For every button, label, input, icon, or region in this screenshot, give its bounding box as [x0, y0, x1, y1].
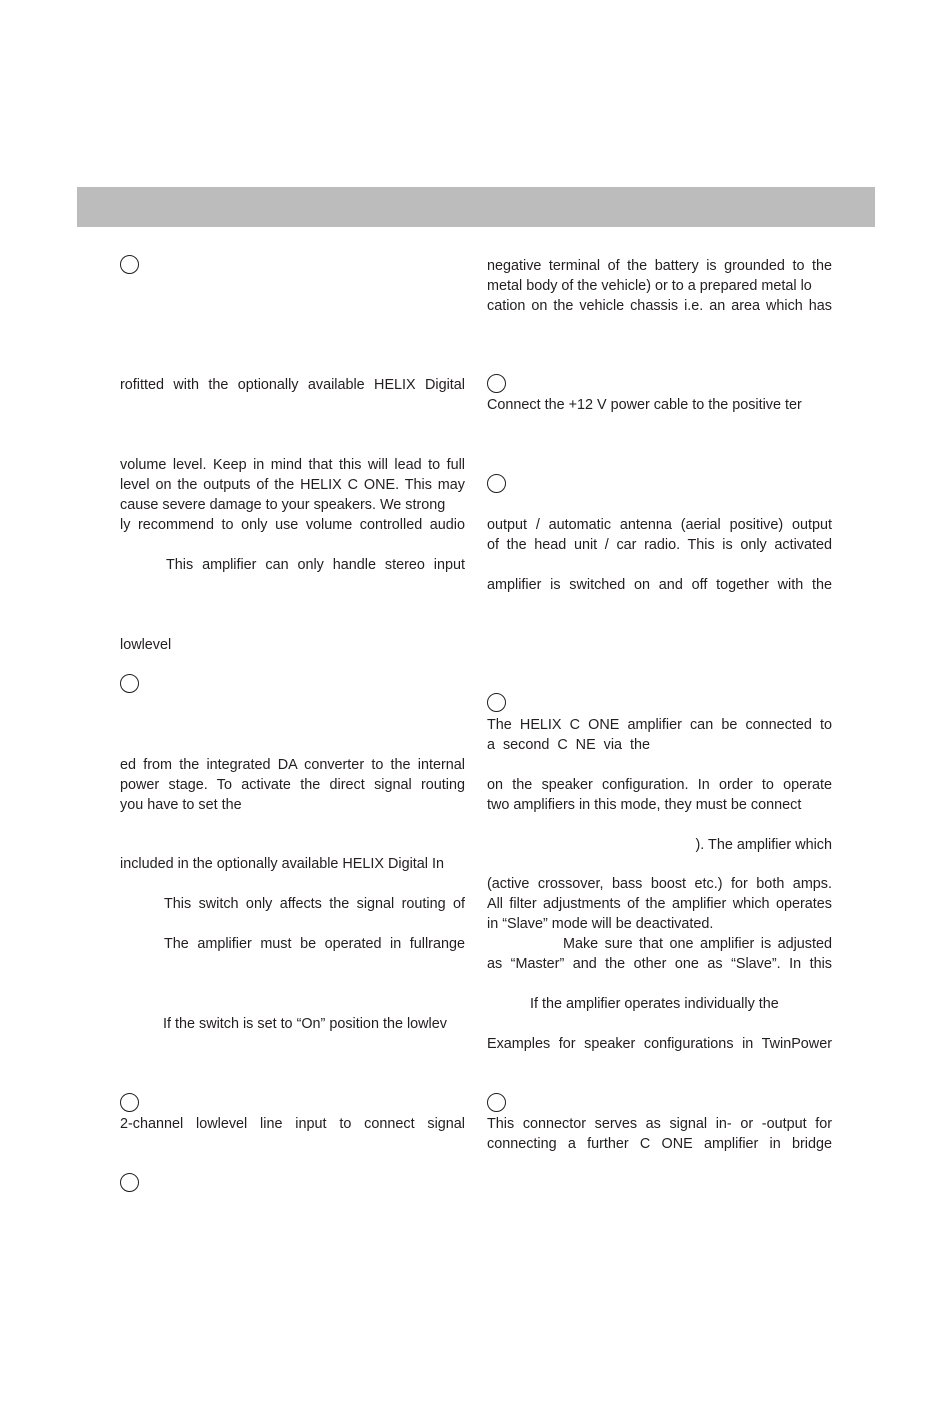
text-line: rofitted with the optionally available HELIX Digital — [120, 377, 465, 393]
item-marker-circle — [487, 374, 506, 393]
text-line: cause severe damage to your speakers. We strong — [120, 497, 446, 513]
text-line: of the head unit / car radio. This is only activated — [487, 537, 832, 553]
text-line: Make sure that one amplifier is adjusted — [563, 936, 832, 952]
text-line: on the speaker configuration. In order to operate — [487, 777, 832, 793]
item-marker-circle — [120, 1093, 139, 1112]
item-marker-circle — [120, 1173, 139, 1192]
text-line: This switch only affects the signal routing of — [164, 896, 465, 912]
text-line: The amplifier must be operated in fullrange — [164, 936, 465, 952]
text-line: This amplifier can only handle stereo input — [166, 557, 465, 573]
text-line: Examples for speaker configurations in TwinPower — [487, 1036, 832, 1052]
item-marker-circle — [487, 1093, 506, 1112]
item-marker-circle — [487, 474, 506, 493]
text-line: two amplifiers in this mode, they must be connect — [487, 797, 802, 813]
text-line: connecting a further C ONE amplifier in bridge — [487, 1136, 832, 1152]
text-line: level on the outputs of the HELIX C ONE. This may — [120, 477, 465, 493]
text-line: ). The amplifier which — [695, 837, 832, 853]
text-line: This connector serves as signal in- or -output for — [487, 1116, 832, 1132]
text-line: amplifier is switched on and off together with the — [487, 577, 832, 593]
text-line: The HELIX C ONE amplifier can be connected to — [487, 717, 832, 733]
text-line: a second C NE via the — [487, 737, 650, 753]
text-line: you have to set the — [120, 797, 242, 813]
text-line: cation on the vehicle chassis i.e. an area which has — [487, 298, 832, 314]
text-line: ed from the integrated DA converter to the internal — [120, 757, 465, 773]
text-line: as “Master” and the other one as “Slave”. In this — [487, 956, 832, 972]
text-line: All filter adjustments of the amplifier which operates — [487, 896, 832, 912]
text-line: output / automatic antenna (aerial positive) output — [487, 517, 832, 533]
text-line: negative terminal of the battery is grounded to the — [487, 258, 832, 274]
item-marker-circle — [120, 674, 139, 693]
section-header-bar — [77, 187, 875, 227]
item-marker-circle — [487, 693, 506, 712]
text-line: If the switch is set to “On” position the lowlev — [163, 1016, 447, 1032]
text-line: 2-channel lowlevel line input to connect signal — [120, 1116, 465, 1132]
text-line: in “Slave” mode will be deactivated. — [487, 916, 714, 932]
text-line: volume level. Keep in mind that this will lead to full — [120, 457, 465, 473]
text-line: (active crossover, bass boost etc.) for both amps. — [487, 876, 832, 892]
text-line: included in the optionally available HELIX Digital In — [120, 856, 444, 872]
text-line: Connect the +12 V power cable to the positive ter — [487, 397, 802, 413]
text-line: If the amplifier operates individually the — [530, 996, 779, 1012]
text-line: power stage. To activate the direct signal routing — [120, 777, 465, 793]
text-line: ly recommend to only use volume controlled audio — [120, 517, 465, 533]
text-line: lowlevel — [120, 637, 172, 653]
text-line: metal body of the vehicle) or to a prepared metal lo — [487, 278, 812, 294]
item-marker-circle — [120, 255, 139, 274]
